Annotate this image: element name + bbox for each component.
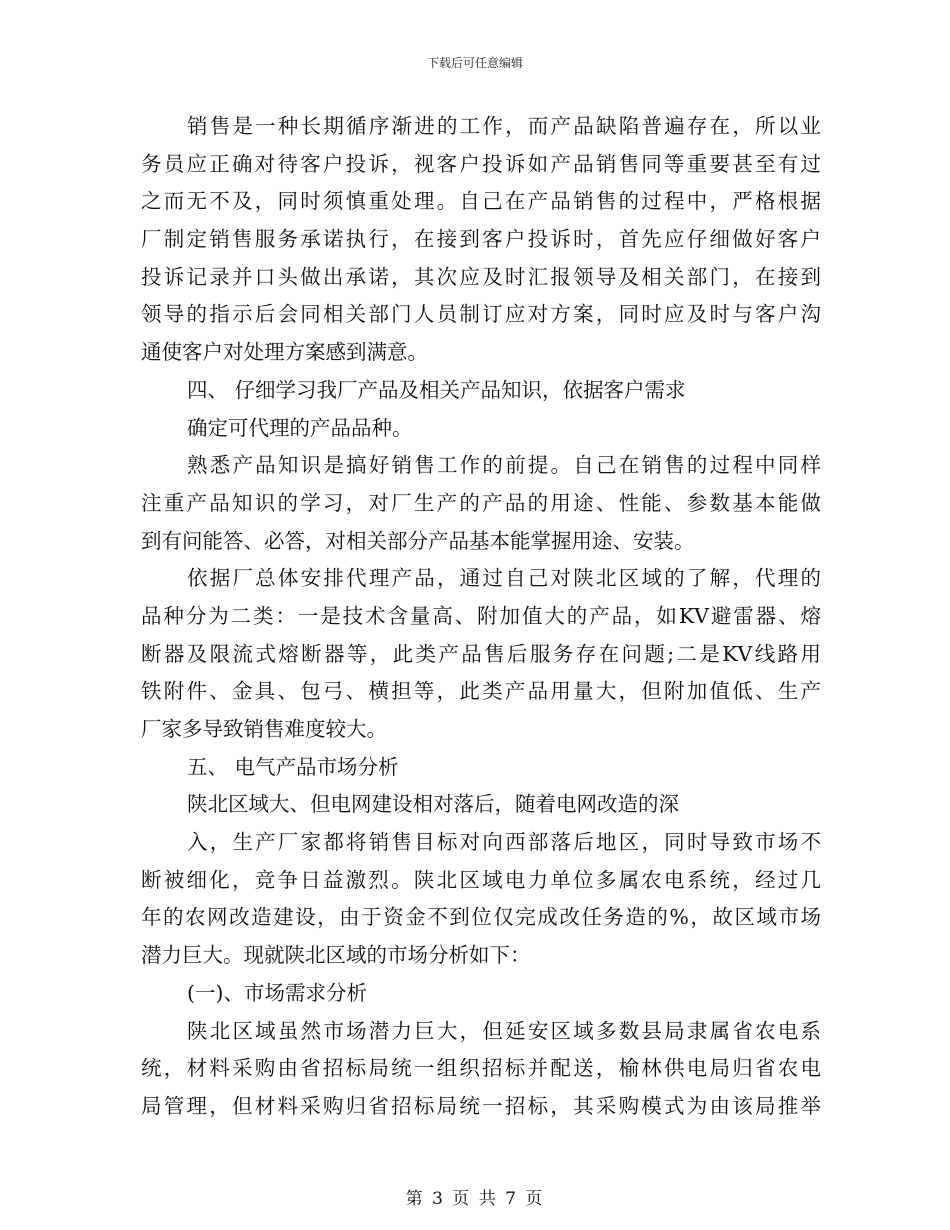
text-line: 四、 仔细学习我厂产品及相关产品知识，依据客户需求 [187, 377, 686, 402]
text-line: 五、 电气产品市场分析 [187, 754, 399, 779]
text-line: 厂家多导致销售难度较大。 [141, 717, 387, 741]
text-line: 确定可代理的产品品种。 [187, 415, 413, 440]
body-text [141, 108, 821, 1126]
text-line: 陕北区域大、但电网建设相对落后，随着电网改造的深 [187, 792, 679, 817]
text-line: 注重产品知识的学习，对厂生产的产品的用途、性能、参数基本能做 [141, 490, 821, 515]
text-line: 入，生产厂家都将销售目标对向西部落后地区，同时导致市场不 [187, 830, 821, 855]
text-line: 通使客户对处理方案感到满意。 [141, 340, 428, 365]
text-line: 熟悉产品知识是搞好销售工作的前提。自己在销售的过程中同样 [187, 453, 821, 478]
text-line: 潜力巨大。现就陕北区域的市场分析如下： [141, 943, 531, 968]
text-line: 年的农网改造建设，由于资金不到位仅完成改任务造的%，故区域市场 [141, 905, 821, 930]
text-line: 铁附件、金具、包弓、横担等，此类产品用量大，但附加值低、生产 [141, 679, 821, 704]
text-line: 厂制定销售服务承诺执行，在接到客户投诉时，首先应仔细做好客户 [141, 227, 821, 252]
text-line: (一)、市场需求分析 [187, 980, 367, 1005]
text-line: 品种分为二类：一是技术含量高、附加值大的产品，如KV避雷器、熔 [141, 603, 821, 628]
text-line: 销售是一种长期循序渐进的工作，而产品缺陷普遍存在，所以业 [187, 114, 821, 138]
text-line: 断被细化，竞争日益激烈。陕北区域电力单位多属农电系统，经过几 [141, 867, 821, 892]
page-header: 下载后可任意编辑 [426, 56, 523, 70]
text-line: 断器及限流式熔断器等，此类产品售后服务存在问题;二是KV线路用 [141, 641, 821, 666]
page-footer: 第 3 页 共 7 页 [405, 1189, 545, 1209]
text-line: 局管理，但材料采购归省招标局统一招标，其采购模式为由该局推举 [141, 1093, 821, 1118]
text-line: 统，材料采购由省招标局统一组织招标并配送，榆林供电局归省农电 [141, 1056, 821, 1081]
text-line: 陕北区域虽然市场潜力巨大，但延安区域多数县局隶属省农电系 [187, 1018, 821, 1043]
text-line: 之而无不及，同时须慎重处理。自己在产品销售的过程中，严格根据 [141, 189, 821, 214]
text-line: 务员应正确对待客户投诉，视客户投诉如产品销售同等重要甚至有过 [141, 151, 821, 176]
text-line: 领导的指示后会同相关部门人员制订应对方案，同时应及时与客户沟 [141, 302, 821, 327]
text-line: 到有问能答、必答，对相关部分产品基本能掌握用途、安装。 [141, 528, 695, 553]
text-line: 投诉记录并口头做出承诺，其次应及时汇报领导及相关部门，在接到 [141, 264, 821, 289]
text-line: 依据厂总体安排代理产品，通过自己对陕北区域的了解，代理的 [187, 566, 821, 591]
